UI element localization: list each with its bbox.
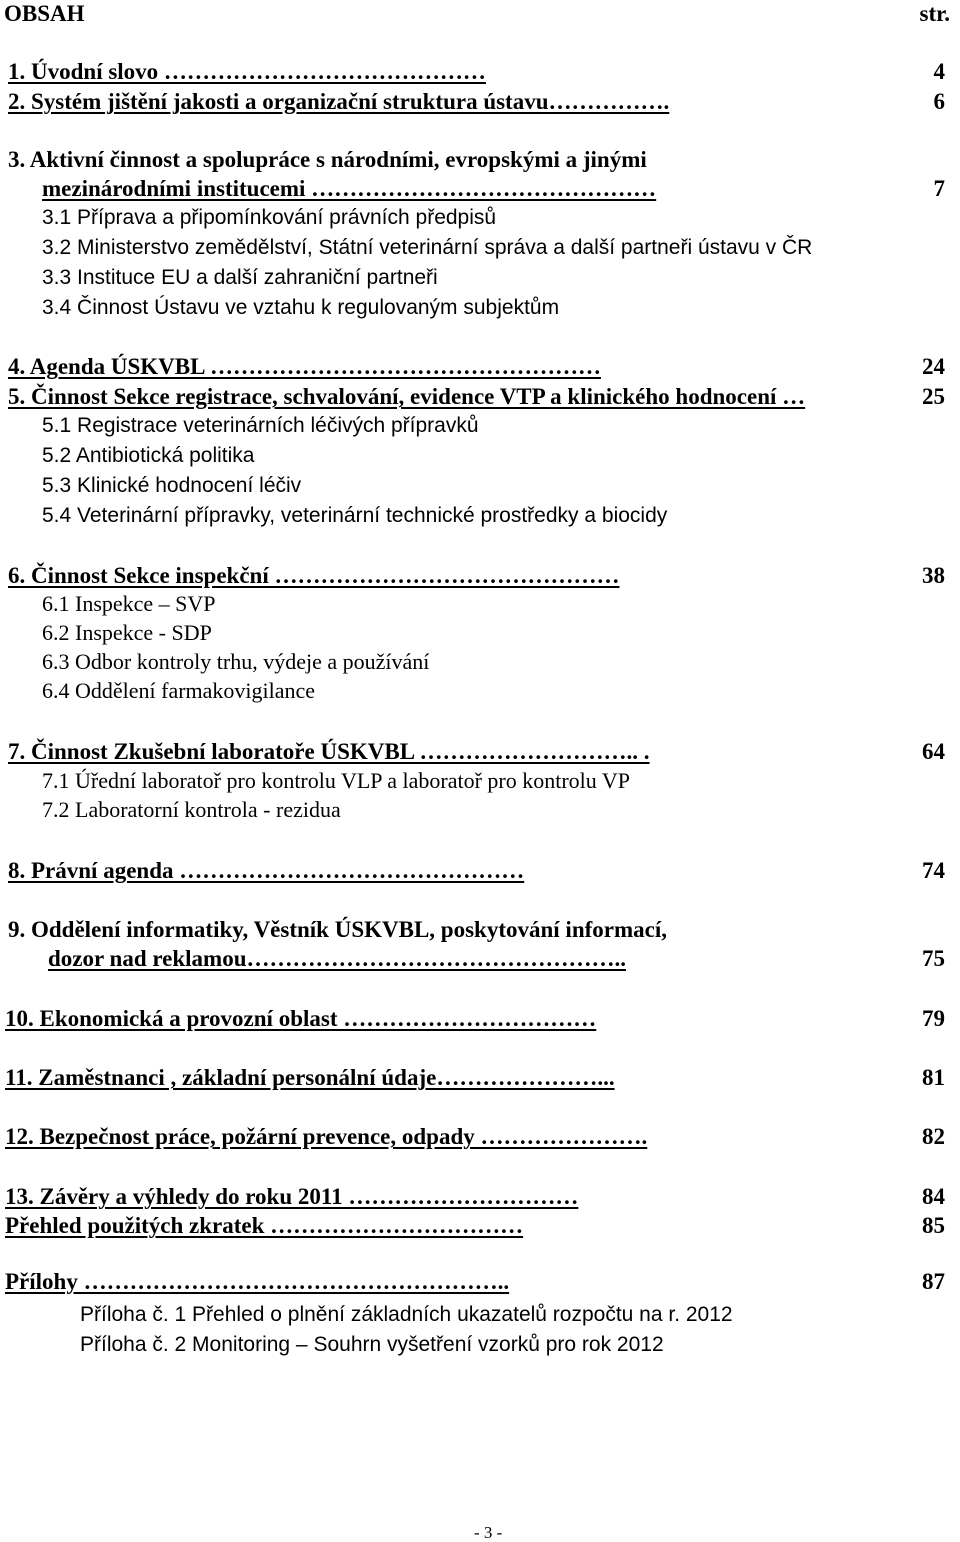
toc-page-1: 4 — [933, 59, 945, 84]
toc-title: OBSAH — [4, 1, 85, 26]
toc-page-13: 84 — [922, 1184, 945, 1209]
toc-subentry-5-2[interactable]: 5.2 Antibiotická politika — [42, 444, 255, 467]
toc-entry-12[interactable]: 12. Bezpečnost práce, požární prevence, odpady …………………. — [5, 1124, 648, 1149]
toc-entry-1[interactable]: 1. Úvodní slovo …………………………………… — [8, 59, 486, 84]
toc-entry-abbreviations[interactable]: Přehled použitých zkratek …………………………… — [5, 1213, 524, 1238]
toc-entry-11[interactable]: 11. Zaměstnanci , základní personální údaje…………………... — [5, 1065, 615, 1090]
toc-page-12: 82 — [922, 1124, 945, 1149]
toc-entry-10[interactable]: 10. Ekonomická a provozní oblast …………………………… — [5, 1006, 597, 1031]
toc-page-4: 24 — [922, 354, 945, 379]
toc-subentry-7-1[interactable]: 7.1 Úřední laboratoř pro kontrolu VLP a laboratoř pro kontrolu VP — [42, 768, 630, 793]
toc-entry-13[interactable]: 13. Závěry a výhledy do roku 2011 ………………………… — [5, 1184, 579, 1209]
toc-subentry-5-4[interactable]: 5.4 Veterinární přípravky, veterinární technické prostředky a biocidy — [42, 504, 668, 527]
toc-entry-6[interactable]: 6. Činnost Sekce inspekční ……………………………………… — [8, 563, 620, 588]
toc-entry-annexes[interactable]: Přílohy ……………………………………………….. — [5, 1269, 510, 1294]
toc-entry-2[interactable]: 2. Systém jištění jakosti a organizační struktura ústavu……………. — [8, 89, 670, 114]
page-column-label: str. — [919, 1, 950, 26]
toc-subentry-3-1[interactable]: 3.1 Příprava a připomínkování právních předpisů — [42, 206, 497, 229]
toc-page-11: 81 — [922, 1065, 945, 1090]
toc-entry-7[interactable]: 7. Činnost Zkušební laboratoře ÚSKVBL ……………………….. . — [8, 739, 650, 764]
toc-entry-3-cont[interactable]: mezinárodními institucemi ……………………………………… — [42, 176, 657, 201]
toc-annex-1[interactable]: Příloha č. 1 Přehled o plnění základních ukazatelů rozpočtu na r. 2012 — [80, 1303, 733, 1326]
toc-subentry-3-2[interactable]: 3.2 Ministerstvo zemědělství, Státní veterinární správa a další partneři ústavu v ČR — [42, 236, 813, 259]
toc-subentry-3-4[interactable]: 3.4 Činnost Ústavu ve vztahu k regulovaným subjektům — [42, 296, 560, 319]
toc-subentry-6-3[interactable]: 6.3 Odbor kontroly trhu, výdeje a používání — [42, 649, 430, 674]
page-number: - 3 - — [474, 1523, 503, 1542]
toc-page-5: 25 — [922, 384, 945, 409]
toc-page-9: 75 — [922, 946, 945, 971]
toc-subentry-3-3[interactable]: 3.3 Instituce EU a další zahraniční partneři — [42, 266, 438, 289]
toc-entry-9-cont[interactable]: dozor nad reklamou………………………………………….. — [48, 946, 627, 971]
toc-page-8: 74 — [922, 858, 945, 883]
toc-subentry-6-1[interactable]: 6.1 Inspekce – SVP — [42, 591, 216, 616]
toc-page-7: 64 — [922, 739, 945, 764]
toc-entry-9[interactable]: 9. Oddělení informatiky, Věstník ÚSKVBL, poskytování informací, — [8, 917, 667, 942]
toc-entry-4[interactable]: 4. Agenda ÚSKVBL …………………………………………… — [8, 354, 601, 379]
toc-page-annexes: 87 — [922, 1269, 945, 1294]
toc-subentry-6-4[interactable]: 6.4 Oddělení farmakovigilance — [42, 678, 316, 703]
toc-entry-8[interactable]: 8. Právní agenda ……………………………………… — [8, 858, 525, 883]
toc-page-2: 6 — [933, 89, 945, 114]
toc-page-3: 7 — [933, 176, 945, 201]
toc-subentry-7-2[interactable]: 7.2 Laboratorní kontrola - rezidua — [42, 797, 341, 822]
toc-page-abbreviations: 85 — [922, 1213, 945, 1238]
toc-page-10: 79 — [922, 1006, 945, 1031]
toc-annex-2[interactable]: Příloha č. 2 Monitoring – Souhrn vyšetření vzorků pro rok 2012 — [80, 1333, 664, 1356]
toc-subentry-5-1[interactable]: 5.1 Registrace veterinárních léčivých přípravků — [42, 414, 479, 437]
toc-subentry-5-3[interactable]: 5.3 Klinické hodnocení léčiv — [42, 474, 302, 497]
toc-subentry-6-2[interactable]: 6.2 Inspekce - SDP — [42, 620, 212, 645]
toc-page-6: 38 — [922, 563, 945, 588]
toc-entry-3[interactable]: 3. Aktivní činnost a spolupráce s národními, evropskými a jinými — [8, 147, 647, 172]
toc-entry-5[interactable]: 5. Činnost Sekce registrace, schvalování, evidence VTP a klinického hodnocení … — [8, 384, 806, 409]
